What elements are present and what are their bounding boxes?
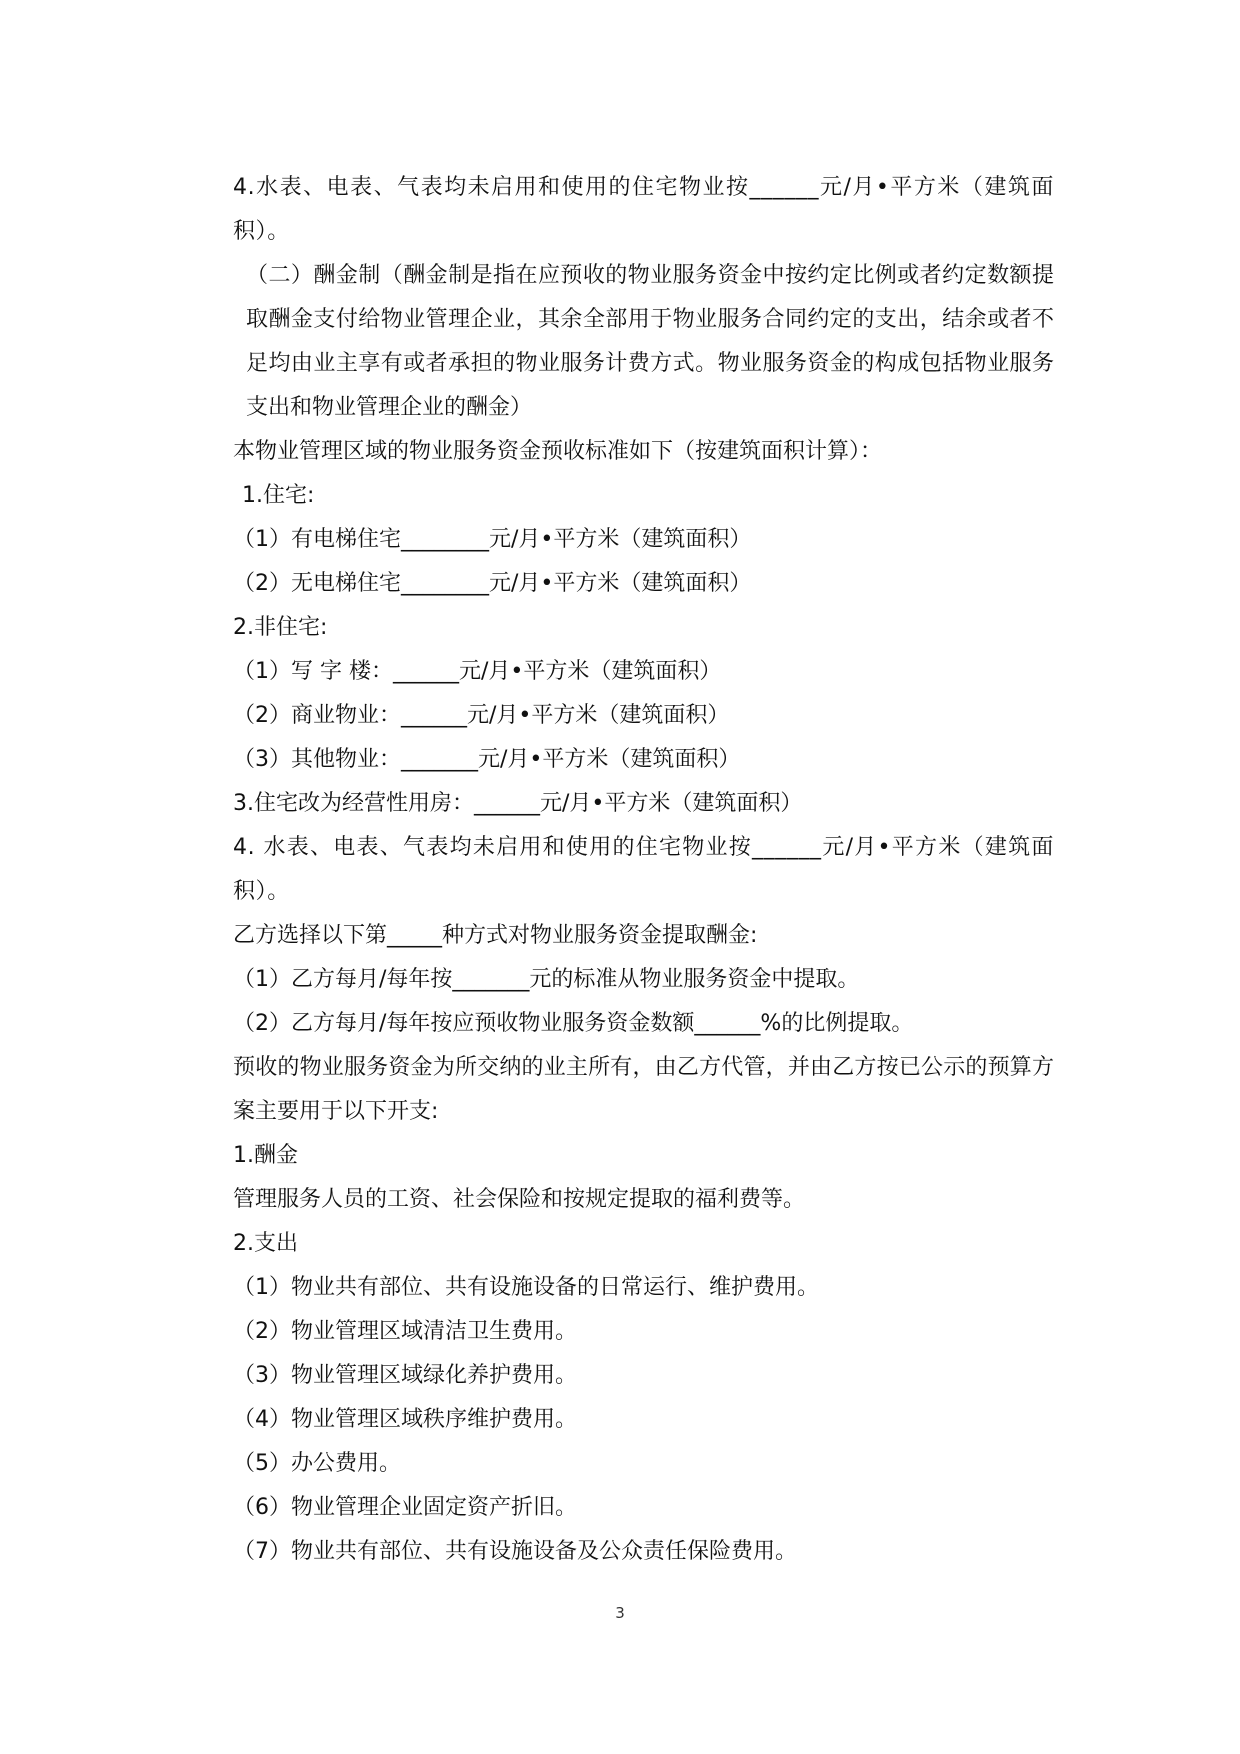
item-elevator-residential: （1）有电梯住宅________元/月•平方米（建筑面积） <box>233 527 752 552</box>
paragraph-fund-ownership: 预收的物业服务资金为所交纳的业主所有，由乙方代管，并由乙方按已公示的预算方案主要用于以下开支: <box>233 1055 1054 1124</box>
heading-expenditure: 2.支出 <box>233 1231 298 1256</box>
expense-item-cleaning: （2）物业管理区域清洁卫生费用。 <box>233 1319 577 1344</box>
item-percentage: （2）乙方每月/每年按应预收物业服务资金数额______%的比例提取。 <box>233 1011 914 1036</box>
item-converted-housing: 3.住宅改为经营性用房：______元/月•平方米（建筑面积） <box>233 791 803 816</box>
expense-item-depreciation: （6）物业管理企业固定资产折旧。 <box>233 1495 577 1520</box>
page-number: 3 <box>615 1604 625 1622</box>
item-office-building: （1）写 字 楼：______元/月•平方米（建筑面积） <box>233 659 722 684</box>
heading-residential: 1.住宅: <box>242 483 315 508</box>
heading-non-residential: 2.非住宅: <box>233 615 328 640</box>
document-body <box>186 166 1054 1574</box>
item-no-elevator-residential: （2）无电梯住宅________元/月•平方米（建筑面积） <box>233 571 752 596</box>
item-commercial-property: （2）商业物业：______元/月•平方米（建筑面积） <box>233 703 730 728</box>
paragraph-method-choice: 乙方选择以下第_____种方式对物业服务资金提取酬金: <box>233 923 758 948</box>
item-fixed-amount: （1）乙方每月/每年按_______元的标准从物业服务资金中提取。 <box>233 967 860 992</box>
paragraph-staff-costs: 管理服务人员的工资、社会保险和按规定提取的福利费等。 <box>233 1187 806 1212</box>
expense-item-greening: （3）物业管理区域绿化养护费用。 <box>233 1363 577 1388</box>
expense-item-maintenance: （1）物业共有部位、共有设施设备的日常运行、维护费用。 <box>233 1275 819 1300</box>
paragraph-prepay-standard: 本物业管理区域的物业服务资金预收标准如下（按建筑面积计算）： <box>233 439 883 464</box>
expense-item-security: （4）物业管理区域秩序维护费用。 <box>233 1407 577 1432</box>
expense-item-insurance: （7）物业共有部位、共有设施设备及公众责任保险费用。 <box>233 1539 797 1564</box>
heading-commission: 1.酬金 <box>233 1143 298 1168</box>
paragraph-water-meter-2: 4. 水表、电表、气表均未启用和使用的住宅物业按______元/月•平方米（建筑面积）。 <box>233 835 1054 904</box>
paragraph-water-meter: 4.水表、电表、气表均未启用和使用的住宅物业按______元/月•平方米（建筑面积）。 <box>233 175 1054 244</box>
item-other-property: （3）其他物业：_______元/月•平方米（建筑面积） <box>233 747 741 772</box>
expense-item-office: （5）办公费用。 <box>233 1451 401 1476</box>
paragraph-commission-system: （二）酬金制（酬金制是指在应预收的物业服务资金中按约定比例或者约定数额提取酬金支付给物业管理企业，其余全部用于物业服务合同约定的支出，结余或者不足均由业主享有或者承担的物业服务计费方式。物业服务资金的构成包括物业服务支出和物业管理企业的酬金） <box>246 263 1054 420</box>
